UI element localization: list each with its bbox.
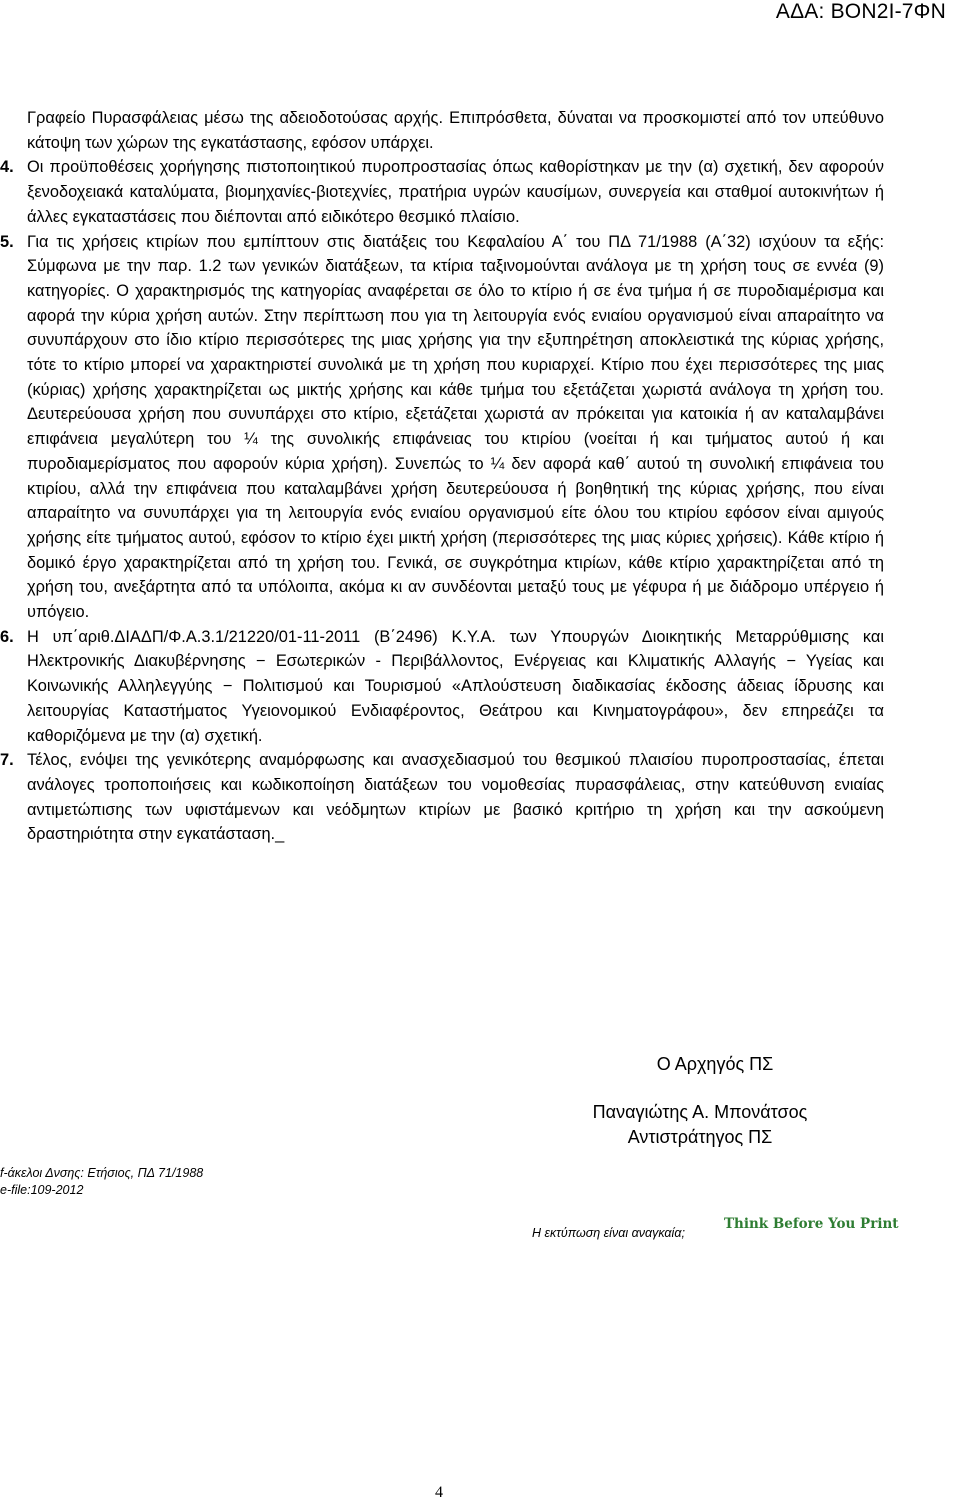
logo-text: Think Before You Print [724, 1216, 899, 1232]
page-number: 4 [435, 1484, 443, 1501]
item-number: 5. [0, 232, 14, 251]
item-text: Τέλος, ενόψει της γενικότερης αναμόρφωσης και ανασχεδιασμού του θεσμικού πλαισίου πυροπροστασίας, έπεται ανάλογες τροποποιήσεις και κωδικοποίηση διατάξεων του νομοθεσίας πυρασφάλειας, στην κατεύθυνση ενιαίας αντιμετώπισης των υφιστάμενων και νεόδμητων κτιρίων με βασικό κριτήριο τη χρήση και την ασκούμενη δραστηριότητα στην εγκατάσταση._ [27, 751, 884, 844]
item-text: Οι προϋποθέσεις χορήγησης πιστοποιητικού πυροπροστασίας όπως καθορίστηκαν με την (α) σχετική, δεν αφορούν ξενοδοχειακά καταλύματα, βιομηχανίες-βιοτεχνίες, πρατήρια υγρών καυσίμων, συνεργεία και σταθμοί αυτοκινήτων ή άλλες εγκαταστάσεις που διέπονται από ειδικότερο θεσμικό πλαίσιο. [27, 158, 884, 226]
think-before-print-logo [722, 1200, 899, 1248]
item-number: 4. [0, 158, 14, 177]
file-line: f-άκελοι Δνσης: Ετήσιος, ΠΔ 71/1988 [0, 1166, 204, 1180]
item-text: Για τις χρήσεις κτιρίων που εμπίπτουν στις διατάξεις του Κεφαλαίου Α΄ του ΠΔ 71/1988 (Α΄32) ισχύουν τα εξής: Σύμφωνα με την παρ. 1.2 των γενικών διατάξεων, τα κτίρια ταξινομούνται ανάλογα με τη χρήση τους σε εννέα (9) κατηγορίες. Ο χαρακτηρισμός της κατηγορίας αναφέρεται σε όλο το κτίριο ή σε ένα τμήμα ή σε πυροδιαμέρισμα και αφορά την κύρια χρήση αυτών. Στην περίπτωση που για τη λειτουργία ενός ενιαίου οργανισμού είναι απαραίτητο να συνυπάρχουν στο ίδιο κτίριο περισσότερες της μιας χρήσης για την εξυπηρέτηση αποκλειστικά της κύριας χρήσης, τότε το κτίριο μπορεί να χαρακτηριστεί συνολικά με τη χρήση που κυριαρχεί. Κτίριο που έχει περισσότερες της μιας (κύριας) χρήσης χαρακτηρίζεται ως μικτής χρήσης και κάθε τμήμα του εξετάζεται χωριστά ανάλογα τη χρήση του. Δευτερεύουσα χρήση που συνυπάρχει στο κτίριο, εξετάζεται χωριστά αν πρόκειται για κατοικία ή αν καταλαμβάνει επιφάνεια μεγαλύτερη του ¼ της συνολικής επιφάνειας του κτιρίου (νοείται ή και τμήματος αυτού ή και πυροδιαμερίσματος που αφορούν κύρια χρήση). Συνεπώς το ¼ δεν αφορά καθ΄ αυτού τη συνολική επιφάνεια του κτιρίου, αλλά την επιφάνεια που καταλαμβάνει χρήση δευτερεύουσα ή βοηθητική της κύριας χρήσης, που είναι απαραίτητο να συνυπάρχει για τη λειτουργία ενός ενιαίου οργανισμού είτε όλου του κτιρίου εφόσον είναι αμιγούς χρήσης είτε τμήματος αυτού, εφόσον το κτίριο έχει μικτή χρήση (περισσότερες της μιας κύριες χρήσεις). Κάθε κτίριο ή δομικό έργο χαρακτηρίζεται από τη χρήση του. Γενικά, σε συγκρότημα κτιρίων, κάθε κτίριο χαρακτηρίζεται από τη χρήση του, ανεξάρτητα από τα υπόλοιπα, ακόμα κι αν συνδέονται μεταξύ τους με γέφυρα ή με διάδρομο υπέργειο ή υπόγειο. [27, 232, 884, 622]
print-note: Η εκτύπωση είναι αναγκαία; [532, 1226, 685, 1240]
item-number: 7. [0, 751, 14, 770]
ada-code: ΑΔΑ: ΒΟΝ2Ι-7ΦΝ [775, 0, 946, 23]
document-body [0, 106, 884, 847]
efile-line: e-file:109-2012 [0, 1183, 84, 1197]
list-item [0, 230, 884, 625]
item-text: Η υπ΄αριθ.ΔΙΑΔΠ/Φ.Α.3.1/21220/01-11-2011 (Β΄2496) Κ.Υ.Α. των Υπουργών Διοικητικής Μεταρρύθμισης και Ηλεκτρονικής Διακυβέρνησης − Εσωτερικών - Περιβάλλοντος, Ενέργειας και Κλιματικής Αλλαγής − Υγείας και Κοινωνικής Αλληλεγγύης − Πολιτισμού και Τουρισμού «Απλούστευση διαδικασίας έκδοσης άδειας ίδρυσης και λειτουργίας Καταστήματος Υγειονομικού Ενδιαφέροντος, Θεάτρου και Κινηματογράφου», δεν επηρεάζει τα καθοριζόμενα με την (α) σχετική. [27, 627, 884, 745]
list-item [0, 155, 884, 229]
signer-rank: Αντιστράτηγος ΠΣ [627, 1127, 773, 1147]
intro-paragraph: Γραφείο Πυρασφάλειας μέσω της αδειοδοτούσας αρχής. Επιπρόσθετα, δύναται να προσκομιστεί από τον υπεύθυνο κάτοψη των χώρων της εγκατάστασης, εφόσον υπάρχει. [27, 109, 884, 152]
signature-block [570, 1100, 830, 1150]
file-reference [0, 1165, 203, 1199]
item-number: 6. [0, 627, 14, 646]
signature-title: Ο Αρχηγός ΠΣ [656, 1054, 774, 1074]
list-item [0, 748, 884, 847]
signer-name: Παναγιώτης Α. Μπονάτσος [592, 1102, 808, 1122]
list-item [0, 625, 884, 749]
